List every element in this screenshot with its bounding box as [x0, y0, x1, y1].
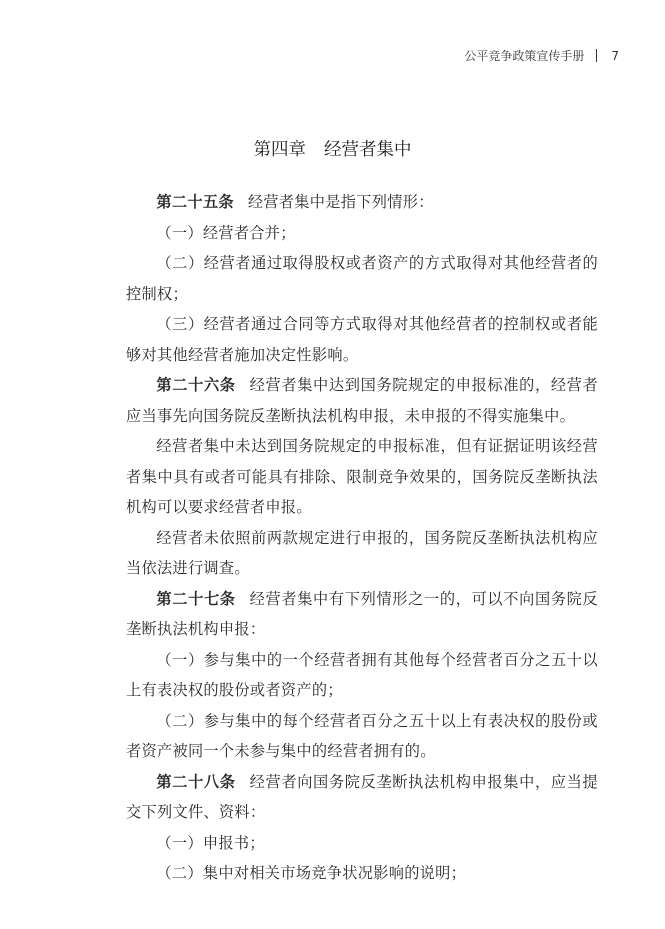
- paragraph-text: 经营者未依照前两款规定进行申报的，国务院反垄断执法机构应当依法进行调查。: [126, 528, 598, 577]
- running-title: 公平竞争政策宣传手册: [464, 49, 585, 63]
- paragraph-text: （二）参与集中的每个经营者百分之五十以上有表决权的股份或者资产被同一个未参与集中的经营者拥有的。: [126, 711, 598, 760]
- chapter-heading: [0, 136, 665, 161]
- paragraph: [126, 248, 598, 309]
- paragraph: [126, 218, 598, 249]
- paragraph-text: （二）经营者通过取得股权或者资产的方式取得对其他经营者的控制权；: [126, 254, 598, 303]
- paragraph: [126, 370, 598, 431]
- paragraph-text: （一）经营者合并；: [156, 223, 296, 242]
- paragraph: [126, 706, 598, 767]
- paragraph: [126, 858, 598, 889]
- paragraph-text: 经营者集中达到国务院规定的申报标准的，经营者应当事先向国务院反垄断执法机构申报，未申报的不得实施集中。: [126, 376, 599, 425]
- paragraph-text: （一）申报书；: [156, 833, 265, 852]
- chapter-title: 经营者集中: [324, 140, 412, 160]
- article-number: 第二十七条: [156, 589, 236, 608]
- paragraph: [126, 767, 598, 828]
- paragraph: [126, 187, 598, 218]
- body-text: [126, 187, 598, 889]
- article-number: 第二十六条: [156, 376, 236, 394]
- article-number: 第二十八条: [156, 772, 236, 791]
- paragraph: [126, 828, 598, 859]
- paragraph: [126, 645, 598, 706]
- paragraph: [126, 431, 598, 523]
- paragraph: [126, 584, 598, 645]
- paragraph-text: 经营者集中有下列情形之一的，可以不向国务院反垄断执法机构申报：: [126, 589, 599, 638]
- header-divider: [596, 49, 597, 62]
- running-header: [464, 47, 619, 64]
- paragraph-text: （三）经营者通过合同等方式取得对其他经营者的控制权或者能够对其他经营者施加决定性影响。: [126, 315, 598, 364]
- paragraph: [126, 523, 598, 584]
- paragraph-text: 经营者向国务院反垄断执法机构申报集中，应当提交下列文件、资料：: [126, 772, 599, 821]
- paragraph-text: （二）集中对相关市场竞争状况影响的说明；: [156, 864, 467, 882]
- page-number: 7: [611, 48, 619, 63]
- article-number: 第二十五条: [156, 193, 234, 211]
- paragraph-text: 经营者集中是指下列情形：: [247, 193, 434, 211]
- paragraph-text: （一）参与集中的一个经营者拥有其他每个经营者百分之五十以上有表决权的股份或者资产的；: [126, 650, 598, 699]
- chapter-number: 第四章: [253, 140, 306, 160]
- paragraph-text: 经营者集中未达到国务院规定的申报标准，但有证据证明该经营者集中具有或者可能具有排除、限制竞争效果的，国务院反垄断执法机构可以要求经营者申报。: [126, 437, 598, 516]
- paragraph: [126, 309, 598, 370]
